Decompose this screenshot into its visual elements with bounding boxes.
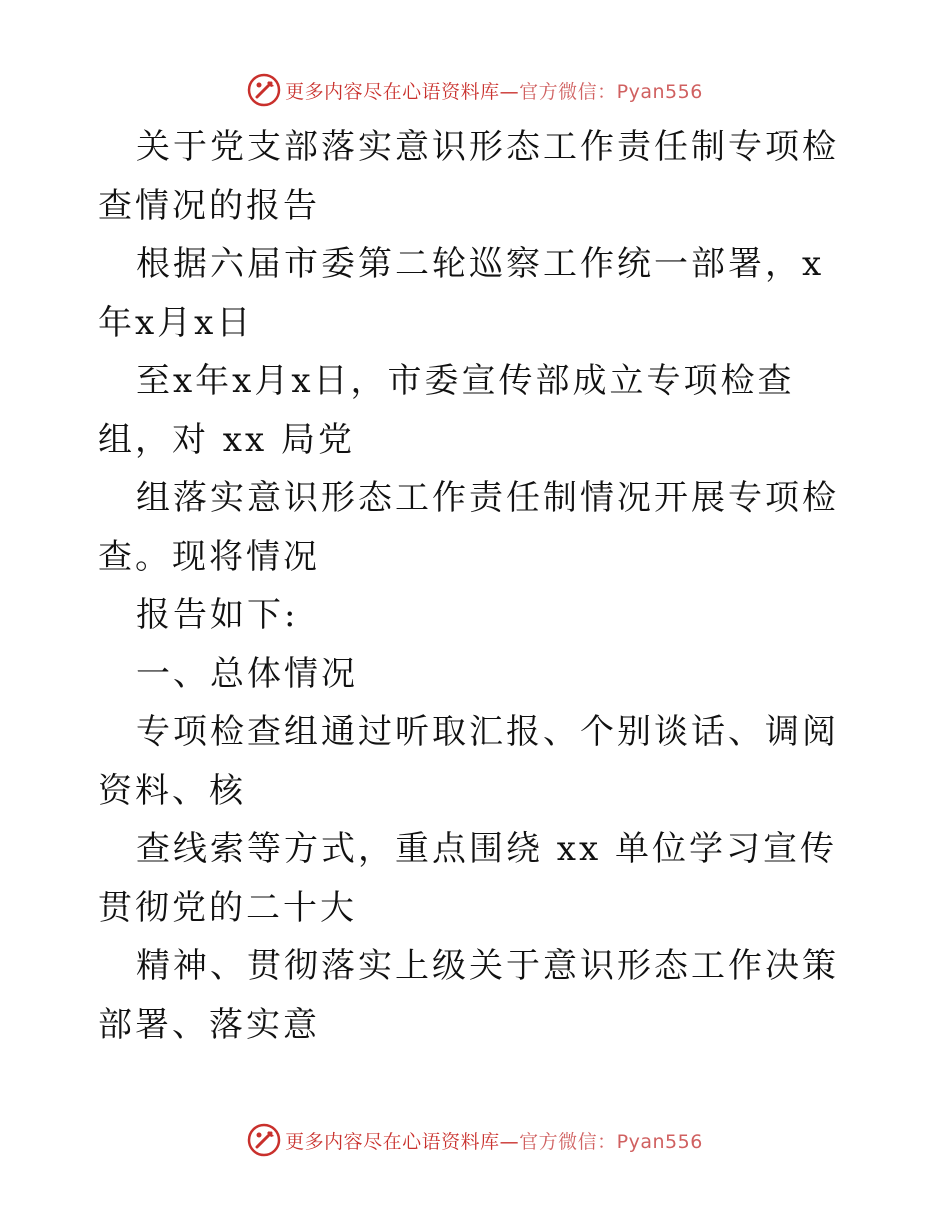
logo-icon xyxy=(247,1123,281,1157)
document-body xyxy=(98,118,858,1054)
document-title: 关于党支部落实意识形态工作责任制专项检查情况的报告 xyxy=(98,127,839,226)
watermark-text: 更多内容尽在心语资料库—官方微信：Pyan556 xyxy=(285,1130,703,1153)
section-heading: 一、总体情况 xyxy=(136,653,358,694)
paragraph: 查线索等方式，重点围绕 xx 单位学习宣传贯彻党的二十大 xyxy=(98,829,837,928)
paragraph: 报告如下: xyxy=(136,595,299,635)
paragraph: 根据六届市委第二轮巡察工作统一部署，x年x月x日 xyxy=(98,244,825,343)
header-watermark xyxy=(0,70,950,110)
paragraph: 组落实意识形态工作责任制情况开展专项检查。现将情况 xyxy=(98,478,839,577)
paragraph: 专项检查组通过听取汇报、个别谈话、调阅资料、核 xyxy=(98,712,839,811)
paragraph: 至x年x月x日，市委宣传部成立专项检查组，对 xx 局党 xyxy=(98,361,795,460)
footer-watermark xyxy=(0,1120,950,1160)
watermark-text: 更多内容尽在心语资料库—官方微信：Pyan556 xyxy=(285,80,703,103)
paragraph: 精神、贯彻落实上级关于意识形态工作决策部署、落实意 xyxy=(98,946,839,1045)
logo-icon xyxy=(247,73,281,107)
